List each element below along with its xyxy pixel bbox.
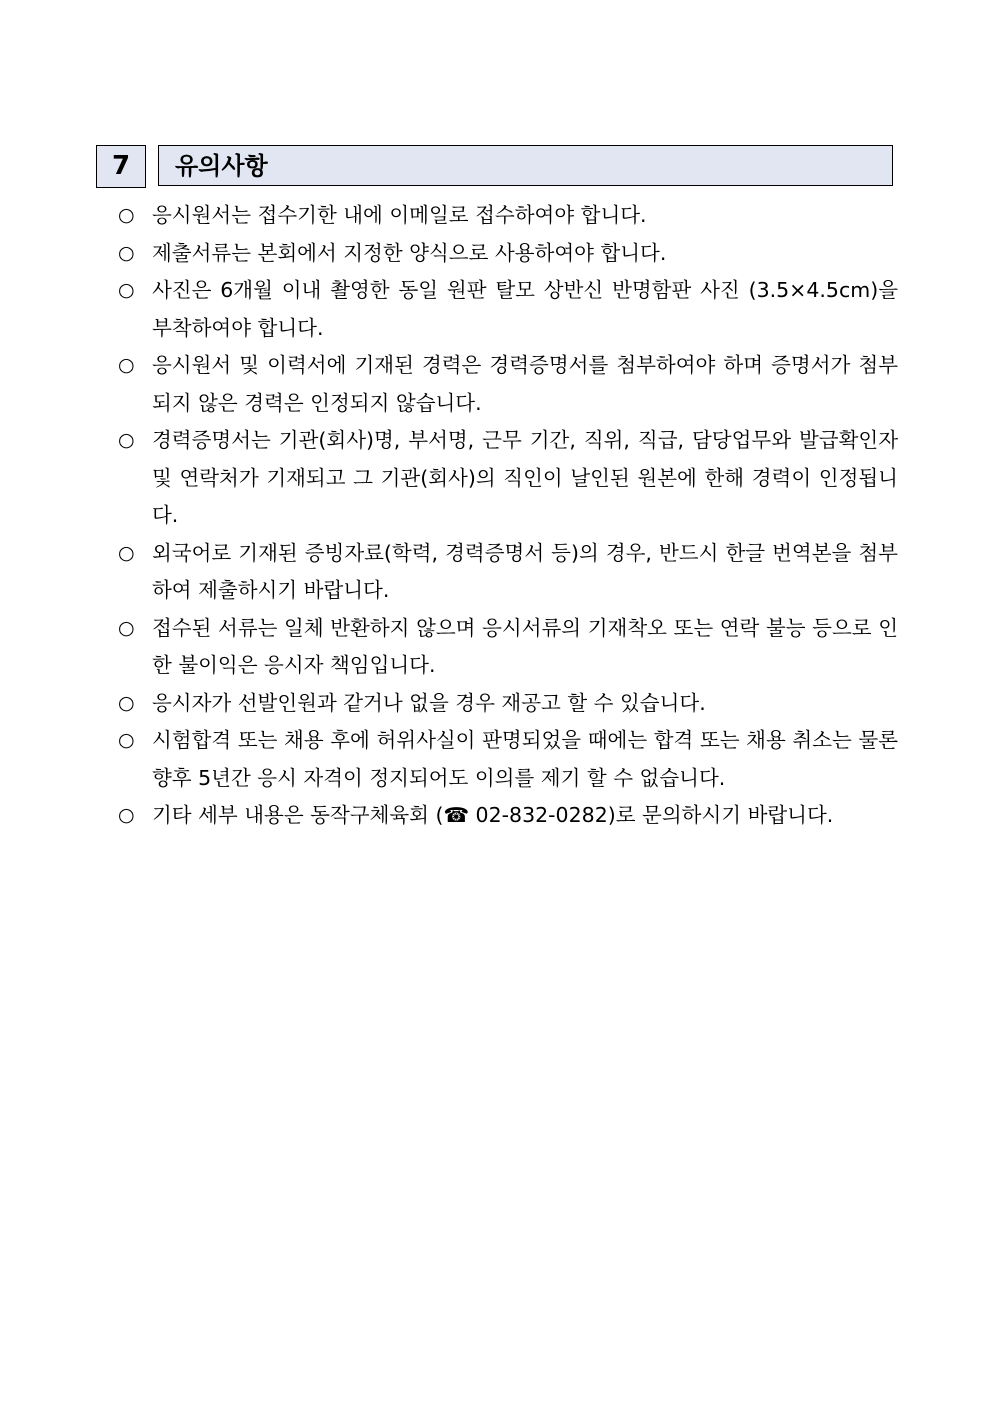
list-item [118, 197, 898, 235]
list-item [118, 797, 898, 835]
circle-bullet-icon: ○ [118, 616, 135, 639]
circle-bullet-icon: ○ [118, 691, 135, 714]
list-item [118, 422, 898, 535]
list-item [118, 235, 898, 273]
circle-bullet-icon: ○ [118, 541, 135, 564]
note-text: 사진은 6개월 이내 촬영한 동일 원판 탈모 상반신 반명함판 사진 (3.5×4.5cm)을 부착하여야 합니다. [152, 278, 898, 340]
list-item [118, 722, 898, 797]
section-number: 7 [96, 145, 146, 188]
circle-bullet-icon: ○ [118, 354, 135, 376]
section-header [96, 145, 896, 188]
note-text: 외국어로 기재된 증빙자료(학력, 경력증명서 등)의 경우, 반드시 한글 번역본을 첨부하여 제출하시기 바랍니다. [152, 540, 898, 602]
notes-list [118, 197, 898, 835]
note-text: 응시자가 선발인원과 같거나 없을 경우 재공고 할 수 있습니다. [152, 690, 706, 715]
list-item [118, 610, 898, 685]
circle-bullet-icon: ○ [118, 729, 135, 751]
note-text: 시험합격 또는 채용 후에 허위사실이 판명되었을 때에는 합격 또는 채용 취소는 물론 향후 5년간 응시 자격이 정지되어도 이의를 제기 할 수 없습니다. [152, 728, 898, 790]
circle-bullet-icon: ○ [118, 429, 135, 451]
note-text: 제출서류는 본회에서 지정한 양식으로 사용하여야 합니다. [152, 240, 667, 265]
note-text: 응시원서는 접수기한 내에 이메일로 접수하여야 합니다. [152, 203, 647, 227]
circle-bullet-icon: ○ [118, 279, 135, 301]
note-text: 경력증명서는 기관(회사)명, 부서명, 근무 기간, 직위, 직급, 담당업무와 발급확인자 및 연락처가 기재되고 그 기관(회사)의 직인이 날인된 원본에 한해 경력이 인정됩니다. [152, 428, 898, 527]
section-title: 유의사항 [158, 145, 893, 186]
list-item [118, 347, 898, 422]
circle-bullet-icon: ○ [118, 804, 135, 826]
list-item [118, 535, 898, 610]
list-item [118, 685, 898, 723]
note-text: 접수된 서류는 일체 반환하지 않으며 응시서류의 기재착오 또는 연락 불능 등으로 인한 불이익은 응시자 책임입니다. [152, 615, 898, 677]
note-text: 응시원서 및 이력서에 기재된 경력은 경력증명서를 첨부하여야 하며 증명서가 첨부되지 않은 경력은 인정되지 않습니다. [152, 353, 898, 415]
note-text: 기타 세부 내용은 동작구체육회 (☎ 02-832-0282)로 문의하시기 바랍니다. [152, 803, 834, 827]
circle-bullet-icon: ○ [118, 241, 135, 264]
list-item [118, 272, 898, 347]
circle-bullet-icon: ○ [118, 204, 135, 226]
